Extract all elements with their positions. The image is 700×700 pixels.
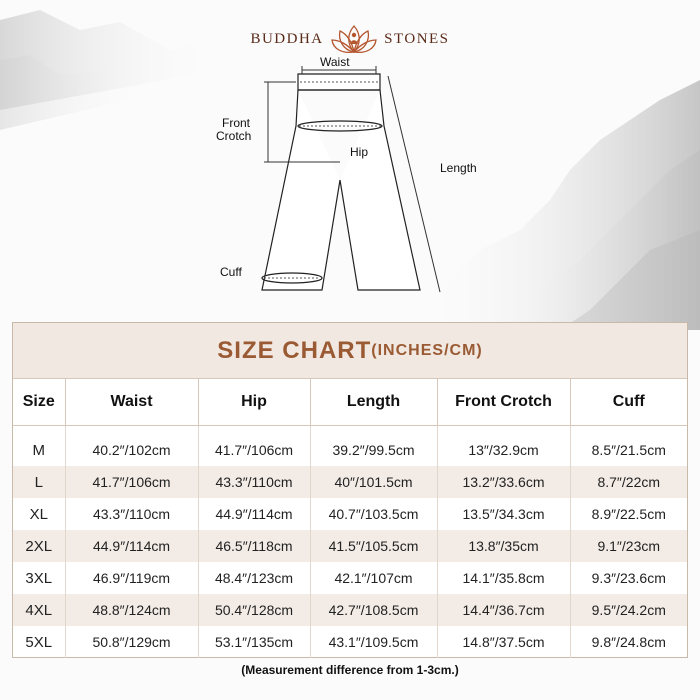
cuff-cell: 8.9″/22.5cm	[591, 506, 666, 522]
size-cell: 4XL	[13, 594, 65, 626]
size-chart-title: SIZE CHART	[217, 336, 372, 364]
size-chart-unit: (INCHES/CM)	[371, 341, 483, 359]
column-header: Hip	[198, 379, 310, 426]
waist-cell: 50.8″/129cm	[65, 626, 198, 658]
hip-cell: 43.3″/110cm	[198, 466, 310, 498]
size-cell: 5XL	[13, 626, 65, 658]
waist-cell: 44.9″/114cm	[65, 530, 198, 562]
length-cell: 40″/101.5cm	[310, 466, 437, 498]
length-cell: 40.7″/103.5cm	[310, 498, 437, 530]
hip-cell: 50.4″/128cm	[198, 594, 310, 626]
length-cell: 42.7″/108.5cm	[310, 594, 437, 626]
length-cell: 42.1″/107cm	[310, 562, 437, 594]
size-cell: XL	[13, 498, 65, 530]
waist-cell: 43.3″/110cm	[65, 498, 198, 530]
table-row	[13, 562, 687, 594]
front-crotch-cell: 14.1″/35.8cm	[437, 562, 570, 594]
front-crotch-cell: 13.8″/35cm	[437, 530, 570, 562]
size-cell: 3XL	[13, 562, 65, 594]
waist-cell: 46.9″/119cm	[65, 562, 198, 594]
cuff-cell: 9.1″/23cm	[570, 530, 687, 562]
cuff-cell: 8.7″/22cm	[570, 466, 687, 498]
waist-cell: 40.2″/102cm	[65, 426, 198, 467]
front-crotch-cell: 13.5″/34.3cm	[437, 498, 570, 530]
size-cell: M	[13, 426, 65, 467]
label-cuff: Cuff	[220, 265, 242, 279]
label-front-crotch-2: Crotch	[216, 129, 252, 143]
brand-name-right: STONES	[384, 30, 450, 47]
table-row	[13, 426, 687, 467]
cuff-cell: 9.5″/24.2cm	[570, 594, 687, 626]
label-hip: Hip	[350, 145, 369, 159]
size-chart	[12, 322, 688, 658]
hip-cell: 44.9″/114cm	[198, 498, 310, 530]
size-cell: 2XL	[13, 530, 65, 562]
front-crotch-cell: 13.2″/33.6cm	[437, 466, 570, 498]
column-header: Size	[13, 379, 65, 426]
table-row	[13, 530, 687, 562]
length-cell: 39.2″/99.5cm	[310, 426, 437, 467]
column-header: Front Crotch	[437, 379, 570, 426]
hip-cell: 48.4″/123cm	[198, 562, 310, 594]
cuff-cell: 9.8″/24.8cm	[591, 634, 666, 650]
hip-cell: 46.5″/118cm	[198, 530, 310, 562]
waist-cell: 41.7″/106cm	[65, 466, 198, 498]
size-chart-title-bar	[13, 323, 687, 379]
label-waist: Waist	[320, 55, 350, 69]
length-cell: 41.5″/105.5cm	[310, 530, 437, 562]
measurement-note: (Measurement difference from 1-3cm.)	[241, 663, 459, 677]
table-header-row	[13, 379, 687, 426]
table-row	[13, 626, 687, 658]
table-row	[13, 466, 687, 498]
label-front-crotch-1: Front	[222, 116, 251, 130]
hip-cell: 53.1″/135cm	[198, 626, 310, 658]
size-table	[13, 379, 687, 658]
size-cell: L	[13, 466, 65, 498]
length-cell: 43.1″/109.5cm	[310, 626, 437, 658]
cuff-cell: 9.3″/23.6cm	[591, 570, 666, 586]
label-length: Length	[440, 161, 477, 175]
cuff-cell: 8.5″/21.5cm	[591, 442, 666, 458]
pants-diagram	[0, 0, 700, 330]
column-header: Length	[310, 379, 437, 426]
table-row	[13, 498, 687, 530]
column-header: Cuff	[570, 379, 687, 426]
front-crotch-cell: 13″/32.9cm	[437, 426, 570, 467]
column-header: Waist	[65, 379, 198, 426]
waist-cell: 48.8″/124cm	[65, 594, 198, 626]
table-row	[13, 594, 687, 626]
hip-cell: 41.7″/106cm	[198, 426, 310, 467]
front-crotch-cell: 14.8″/37.5cm	[437, 626, 570, 658]
front-crotch-cell: 14.4″/36.7cm	[437, 594, 570, 626]
brand-name-left: BUDDHA	[250, 30, 324, 47]
